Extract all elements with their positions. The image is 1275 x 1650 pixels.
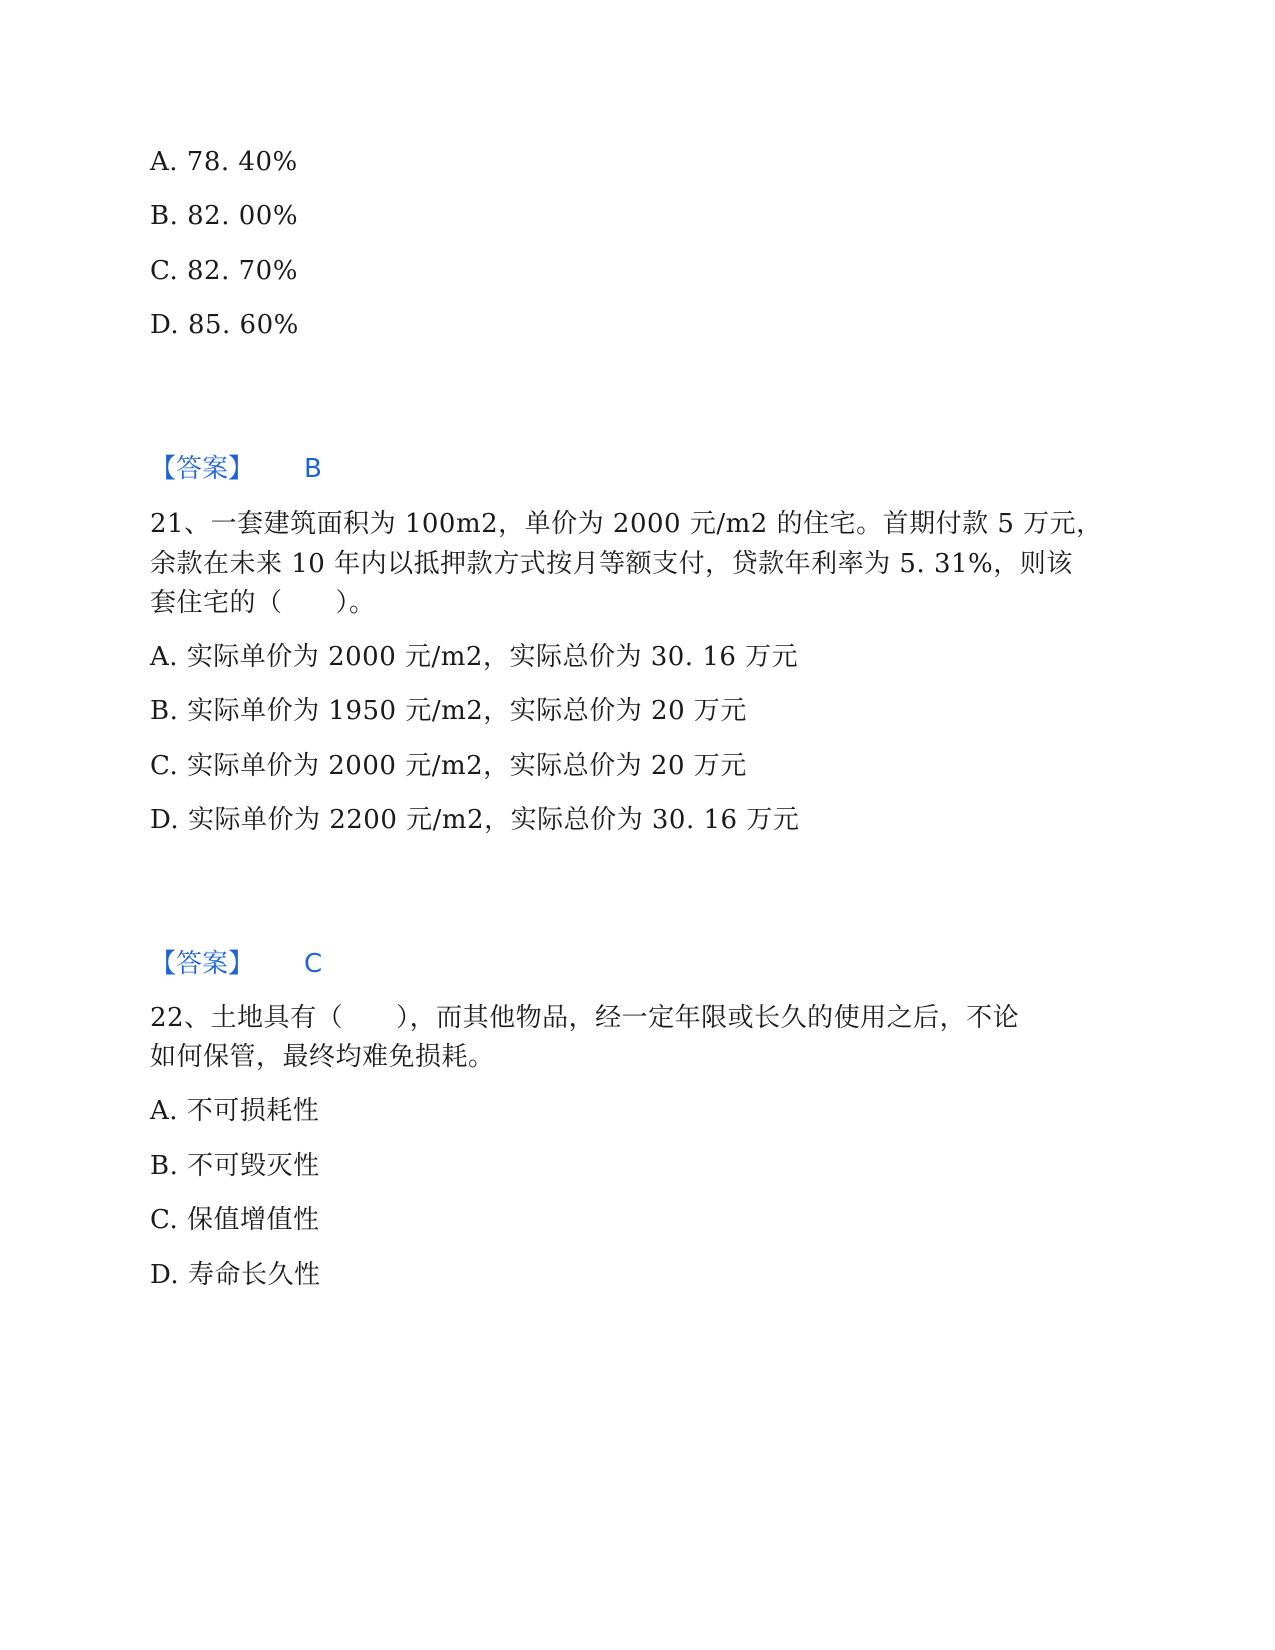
- q21-answer: [150, 944, 322, 984]
- q22-option-c: C. 保值增值性: [150, 1205, 320, 1235]
- answer-label: 【答案】: [150, 454, 255, 484]
- q20-answer: [150, 449, 322, 489]
- answer-label: 【答案】: [150, 949, 255, 979]
- q21-stem-line-2: 余款在未来 10 年内以抵押款方式按月等额支付，贷款年利率为 5. 31%，则该: [150, 549, 1073, 579]
- q20-option-b: B. 82. 00%: [150, 201, 299, 231]
- q22-option-b: B. 不可毁灭性: [150, 1151, 320, 1181]
- q20-option-d: D. 85. 60%: [150, 310, 299, 340]
- q21-stem-line-3: 套住宅的（ ）。: [150, 588, 376, 618]
- q22-option-d: D. 寿命长久性: [150, 1260, 321, 1290]
- q22-option-a: A. 不可损耗性: [150, 1096, 320, 1126]
- q21-option-a: A. 实际单价为 2000 元/m2，实际总价为 30. 16 万元: [150, 642, 799, 672]
- q21-option-b: B. 实际单价为 1950 元/m2，实际总价为 20 万元: [150, 696, 747, 726]
- q21-stem-line-1: 21、一套建筑面积为 100m2，单价为 2000 元/m2 的住宅。首期付款 5 万元，: [150, 509, 1103, 539]
- q22-stem-line-1: 22、土地具有（ ），而其他物品，经一定年限或长久的使用之后，不论: [150, 1003, 1020, 1033]
- q22-stem-line-2: 如何保管，最终均难免损耗。: [150, 1042, 495, 1072]
- q20-option-a: A. 78. 40%: [150, 147, 298, 177]
- q21-option-c: C. 实际单价为 2000 元/m2，实际总价为 20 万元: [150, 751, 747, 781]
- q21-option-d: D. 实际单价为 2200 元/m2，实际总价为 30. 16 万元: [150, 805, 800, 835]
- answer-value: C: [304, 949, 323, 979]
- answer-value: B: [304, 454, 322, 484]
- q20-option-c: C. 82. 70%: [150, 256, 298, 286]
